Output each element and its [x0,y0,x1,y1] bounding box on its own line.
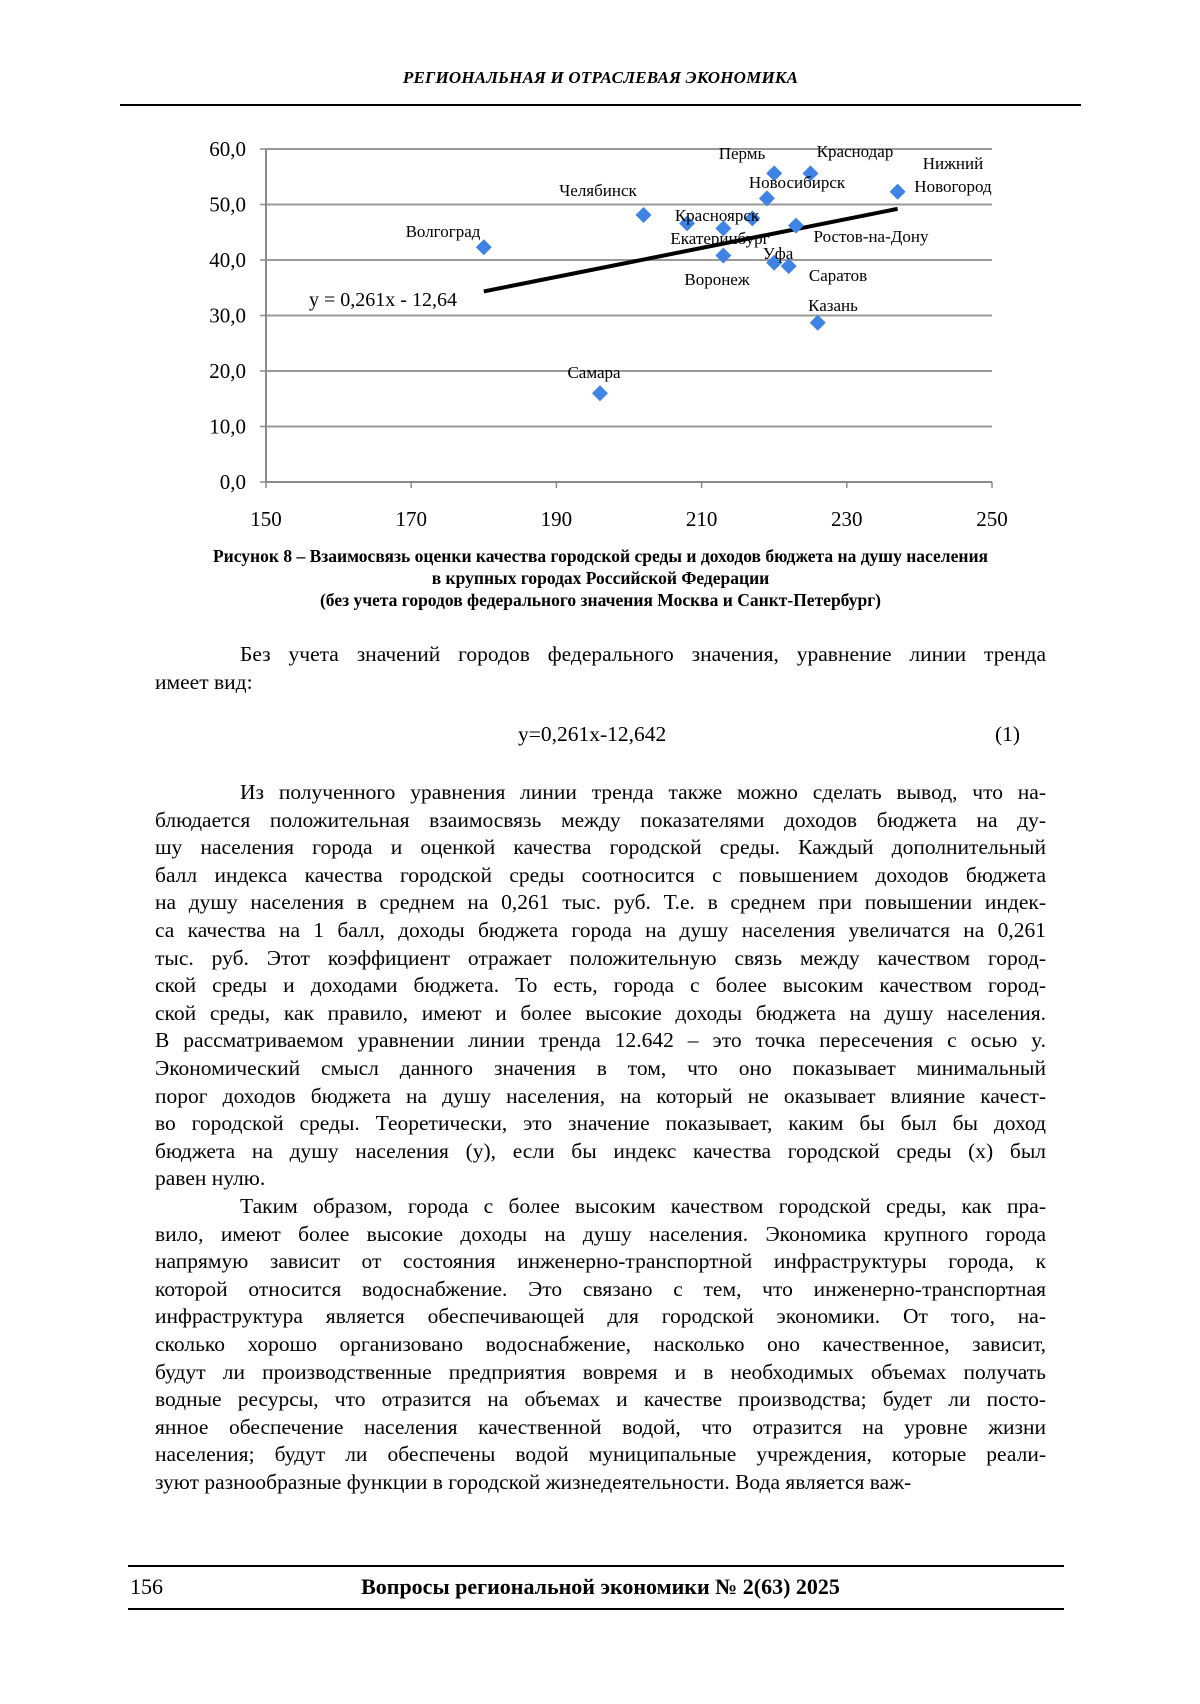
x-tick-label: 150 [250,507,282,531]
text-line: инфраструктура является обеспечивающей для городской экономики. От того, на- [155,1304,1046,1329]
data-label: Уфа [762,244,794,263]
y-tick-label: 50,0 [209,192,246,217]
data-label: Казань [808,296,858,315]
data-point [592,385,608,401]
data-label: Ростов-на-Дону [813,227,929,246]
text-line: тыс. руб. Этот коэффициент отражает положительную связь между качеством город- [155,945,1046,970]
figure-caption-line3: (без учета городов федерального значения Москва и Санкт-Петербург) [319,590,882,610]
data-point [890,184,906,200]
y-tick-label: 60,0 [209,137,246,161]
data-point [476,239,492,255]
text-line: порог доходов бюджета на душу населения, на который не оказывает влияние качест- [155,1083,1046,1108]
equation: y=0,261x-12,642 [518,722,667,746]
text-line: са качества на 1 балл, доходы бюджета города на душу населения увеличатся на 0,261 [155,918,1046,942]
scatter-chart [0,0,1200,540]
y-tick-label: 40,0 [209,248,246,272]
figure-caption-line2: в крупных городах Российской Федерации [431,568,770,588]
journal-title: Вопросы региональной экономики № 2(63) 2025 [361,1574,840,1599]
data-label: Новосибирск [748,173,846,192]
x-tick-label: 170 [395,507,427,531]
data-point [715,248,731,264]
text-line: имеет вид: [155,669,253,694]
data-label-part: Нижний [922,154,984,173]
text-line: будут ли производственные предприятия вовремя и в необходимых объемах получать [155,1359,1046,1384]
text-line: В рассматриваемом уравнении линии тренда 12.642 – это точка пересечения с осью y. [155,1028,1046,1053]
text-line: блюдается положительная взаимосвязь между показателями доходов бюджета на ду- [155,807,1046,832]
data-label-part: Новогород [914,177,992,196]
data-point [810,315,826,331]
data-label: Челябинск [559,181,637,200]
text-line: напрямую зависит от состояния инженерно-транспортной инфраструктуры города, к [155,1249,1046,1274]
footer-rule-bottom [128,1608,1064,1610]
text-line: Таким образом, города с более высоким качеством городской среды, как пра- [240,1194,1046,1218]
page-number: 156 [130,1574,163,1599]
equation-number: (1) [995,722,1021,746]
text-line: Из полученного уравнения линии тренда также можно сделать вывод, что на- [240,780,1046,804]
trendline-equation: y = 0,261x - 12,64 [309,289,457,311]
text-line: во городской среды. Теоретически, это значение показывает, каким бы был бы доход [155,1111,1046,1136]
data-label [914,154,992,196]
x-tick-label: 190 [540,507,573,531]
data-label: Самара [567,363,621,382]
text-line: Без учета значений городов федерального значения, уравнение линии тренда [240,642,1046,666]
x-tick-label: 210 [685,507,718,531]
y-tick-label: 30,0 [209,303,246,328]
figure-caption-line1: Рисунок 8 – Взаимосвязь оценки качества городской среды и доходов бюджета на душу населения [212,546,989,566]
data-label: Воронеж [684,270,750,289]
text-line: ской среды, как правило, имеют и более высокие доходы бюджета на душу населения. [155,1000,1046,1025]
text-line: равен нулю. [155,1166,266,1191]
data-label: Екатеринбург [670,229,770,248]
text-line: населения; будут ли обеспечены водой муниципальные учреждения, которые реали- [155,1442,1046,1467]
y-tick-label: 20,0 [209,359,246,383]
text-line: ской среды и доходами бюджета. То есть, города с более высоким качеством город- [155,973,1046,998]
running-header: РЕГИОНАЛЬНАЯ И ОТРАСЛЕВАЯ ЭКОНОМИКА [402,68,799,87]
text-line: которой относится водоснабжение. Это связано с тем, что инженерно-транспортная [155,1276,1046,1301]
y-tick-label: 0,0 [219,470,246,494]
text-line: янное обеспечение населения качественной водой, что отразится на уровне жизни [155,1414,1046,1439]
text-line: водные ресурсы, что отразится на объемах и качестве производства; будет ли посто- [155,1387,1046,1412]
data-point [636,207,652,223]
text-line: шу населения города и оценкой качества городской среды. Каждый дополнительный [155,835,1046,860]
y-tick-label: 10,0 [209,414,246,439]
x-tick-label: 250 [976,507,1008,531]
data-label: Волгоград [405,222,481,241]
text-line: зуют разнообразные функции в городской жизнедеятельности. Вода является важ- [155,1470,912,1494]
text-line: балл индекса качества городской среды соотносится с повышением доходов бюджета [155,862,1046,887]
data-label: Краснодар [816,142,894,161]
text-line: бюджета на душу населения (y), если бы индекс качества городской среды (x) был [155,1138,1046,1163]
text-line: вило, имеют более высокие доходы на душу населения. Экономика крупного города [155,1221,1046,1246]
footer-rule-top [128,1565,1064,1567]
x-tick-label: 230 [831,507,863,531]
data-label: Красноярск [674,206,760,225]
text-line: на душу населения в среднем на 0,261 тыс. руб. Т.е. в среднем при повышении индек- [155,890,1046,915]
data-label: Пермь [718,144,766,163]
text-line: сколько хорошо организовано водоснабжение, насколько оно качественное, зависит, [155,1332,1046,1356]
data-label: Саратов [808,266,868,285]
text-line: Экономический смысл данного значения в том, что оно показывает минимальный [155,1056,1046,1080]
